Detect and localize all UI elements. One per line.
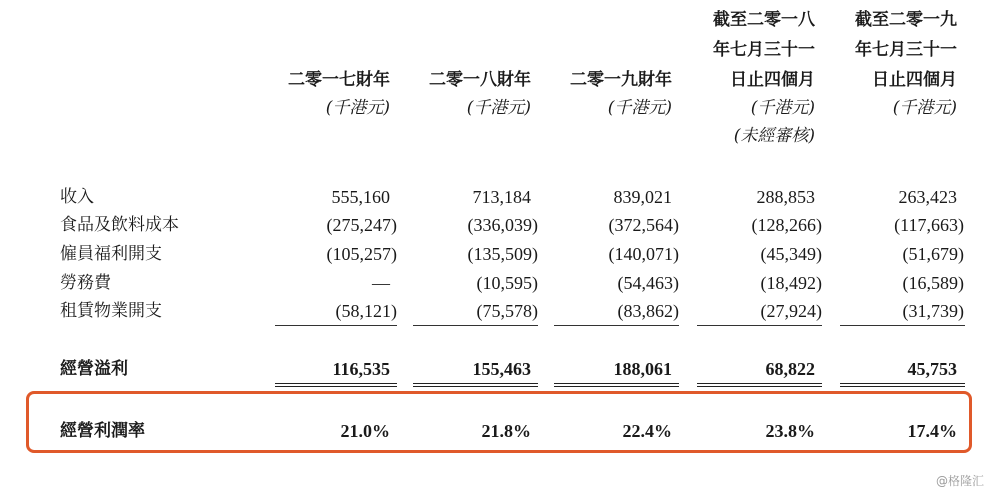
row-label-labour-fee: 勞務費 (60, 273, 111, 293)
total-double-rule-2 (413, 383, 538, 387)
subtotal-rule-5 (840, 325, 965, 326)
cell-rental-2017: (58,121) (335, 301, 397, 321)
col-header-4-line-3: 日止四個月 (730, 70, 815, 90)
cell-food-cost-4m-2019: (117,663) (894, 215, 964, 235)
col-header-5-line-3: 日止四個月 (872, 70, 957, 90)
total-double-rule-3 (554, 383, 679, 387)
cell-revenue-4m-2019: 263,423 (898, 187, 957, 207)
col-unit-4-note: (未經審核) (733, 126, 815, 146)
cell-op-margin-4m-2018: 23.8% (765, 421, 815, 441)
row-label-rental-expense: 租賃物業開支 (60, 301, 162, 321)
col-header-3-line-1: 二零一九財年 (570, 70, 672, 90)
cell-op-profit-2019: 188,061 (613, 359, 672, 379)
cell-staff-cost-2017: (105,257) (326, 244, 397, 264)
cell-food-cost-4m-2018: (128,266) (751, 215, 822, 235)
col-header-2-line-1: 二零一八財年 (429, 70, 531, 90)
cell-rental-4m-2019: (31,739) (902, 301, 964, 321)
col-header-5-line-2: 年七月三十一 (855, 40, 957, 60)
total-double-rule-4 (697, 383, 822, 387)
subtotal-rule-1 (275, 325, 397, 326)
col-unit-3: (千港元) (607, 98, 672, 118)
cell-staff-cost-4m-2019: (51,679) (902, 244, 964, 264)
cell-op-margin-2017: 21.0% (340, 421, 390, 441)
cell-labour-fee-4m-2019: (16,589) (902, 273, 964, 293)
row-label-operating-profit: 經營溢利 (60, 359, 128, 379)
subtotal-rule-4 (697, 325, 822, 326)
col-header-2 (429, 65, 531, 95)
cell-staff-cost-2019: (140,071) (608, 244, 679, 264)
col-header-4 (713, 5, 815, 95)
cell-staff-cost-2018: (135,509) (467, 244, 538, 264)
total-double-rule-1 (275, 383, 397, 387)
cell-labour-fee-2018: (10,595) (476, 273, 538, 293)
cell-revenue-4m-2018: 288,853 (756, 187, 815, 207)
cell-rental-2018: (75,578) (476, 301, 538, 321)
subtotal-rule-3 (554, 325, 679, 326)
cell-labour-fee-2019: (54,463) (617, 273, 679, 293)
col-header-5 (855, 5, 957, 95)
col-header-4-line-1: 截至二零一八 (713, 10, 815, 30)
cell-staff-cost-4m-2018: (45,349) (760, 244, 822, 264)
row-label-operating-margin: 經營利潤率 (60, 421, 145, 441)
watermark: @格隆汇 (936, 474, 985, 488)
cell-rental-4m-2018: (27,924) (760, 301, 822, 321)
col-header-5-line-1: 截至二零一九 (855, 10, 957, 30)
cell-food-cost-2017: (275,247) (326, 215, 397, 235)
cell-op-profit-4m-2019: 45,753 (907, 359, 957, 379)
cell-op-margin-2018: 21.8% (481, 421, 531, 441)
cell-op-profit-2018: 155,463 (472, 359, 531, 379)
cell-op-profit-4m-2018: 68,822 (765, 359, 815, 379)
col-unit-2: (千港元) (466, 98, 531, 118)
row-label-revenue: 收入 (60, 187, 94, 207)
col-unit-5: (千港元) (892, 98, 957, 118)
col-unit-1: (千港元) (325, 98, 390, 118)
col-header-4-line-2: 年七月三十一 (713, 40, 815, 60)
col-header-1 (288, 65, 390, 95)
subtotal-rule-2 (413, 325, 538, 326)
col-header-3 (570, 65, 672, 95)
cell-op-margin-2019: 22.4% (622, 421, 672, 441)
cell-revenue-2017: 555,160 (331, 187, 390, 207)
cell-op-profit-2017: 116,535 (332, 359, 390, 379)
cell-food-cost-2019: (372,564) (608, 215, 679, 235)
cell-revenue-2018: 713,184 (472, 187, 531, 207)
cell-food-cost-2018: (336,039) (467, 215, 538, 235)
cell-op-margin-4m-2019: 17.4% (907, 421, 957, 441)
row-label-staff-cost: 僱員福利開支 (60, 244, 162, 264)
col-unit-4: (千港元) (750, 98, 815, 118)
row-label-food-cost: 食品及飲料成本 (60, 215, 179, 235)
total-double-rule-5 (840, 383, 965, 387)
col-header-1-line-1: 二零一七財年 (288, 70, 390, 90)
cell-revenue-2019: 839,021 (613, 187, 672, 207)
cell-labour-fee-4m-2018: (18,492) (760, 273, 822, 293)
cell-labour-fee-2017: — (372, 273, 390, 293)
cell-rental-2019: (83,862) (617, 301, 679, 321)
